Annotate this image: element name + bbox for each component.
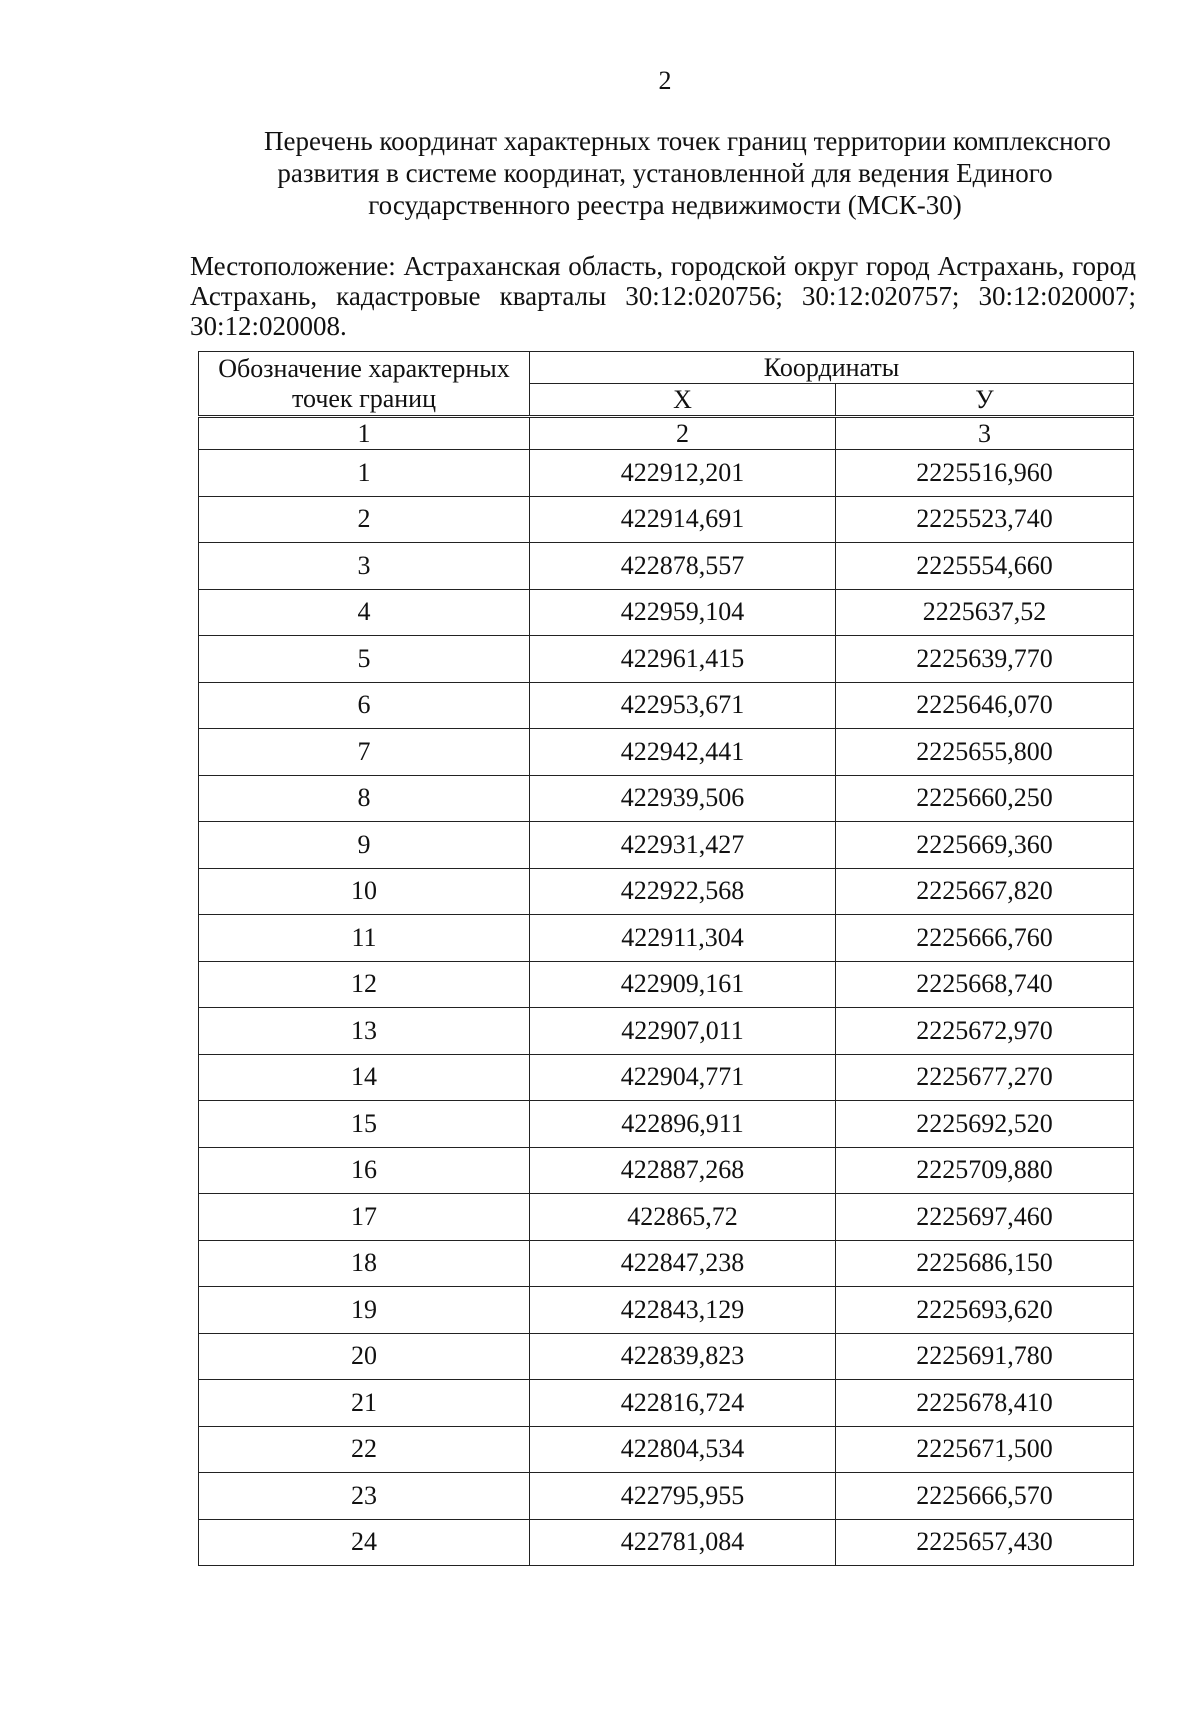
x-coordinate-cell: 422939,506 — [530, 775, 836, 822]
point-number-cell: 8 — [199, 775, 530, 822]
page-number: 2 — [658, 66, 672, 95]
table-row — [199, 1333, 1134, 1380]
point-number-cell: 9 — [199, 822, 530, 869]
table-row — [199, 543, 1134, 590]
table-row — [199, 1194, 1134, 1241]
y-coordinate-cell: 2225691,780 — [836, 1333, 1134, 1380]
y-coordinate-cell: 2225692,520 — [836, 1101, 1134, 1148]
y-coordinate-cell: 2225686,150 — [836, 1240, 1134, 1287]
x-coordinate-cell: 422914,691 — [530, 496, 836, 543]
x-coordinate-cell: 422953,671 — [530, 682, 836, 729]
col-point-header: Обозначение характерных точек границ — [199, 352, 530, 417]
y-coordinate-cell: 2225677,270 — [836, 1054, 1134, 1101]
point-number-cell: 11 — [199, 915, 530, 962]
table-row — [199, 729, 1134, 776]
location-paragraph: Местоположение: Астраханская область, городской округ город Астрахань, город Астрахань, кадастровые кварталы 30:12:020756; 30:12:020757; 30:12:020007; 30:12:020008. — [190, 251, 1136, 341]
table-row — [199, 450, 1134, 497]
y-coordinate-cell: 2225637,52 — [836, 589, 1134, 636]
x-coordinate-cell: 422847,238 — [530, 1240, 836, 1287]
x-coordinate-cell: 422816,724 — [530, 1380, 836, 1427]
col-x-header: X — [530, 384, 836, 417]
y-coordinate-cell: 2225646,070 — [836, 682, 1134, 729]
y-coordinate-cell: 2225657,430 — [836, 1519, 1134, 1566]
table-row — [199, 775, 1134, 822]
x-coordinate-cell: 422909,161 — [530, 961, 836, 1008]
y-coordinate-cell: 2225666,760 — [836, 915, 1134, 962]
table-row — [199, 636, 1134, 683]
point-number-cell: 2 — [199, 496, 530, 543]
table-row — [199, 1519, 1134, 1566]
x-coordinate-cell: 422887,268 — [530, 1147, 836, 1194]
table-row — [199, 1054, 1134, 1101]
coordinates-table — [198, 351, 1134, 1566]
x-coordinate-cell: 422781,084 — [530, 1519, 836, 1566]
point-number-cell: 16 — [199, 1147, 530, 1194]
point-number-cell: 5 — [199, 636, 530, 683]
x-coordinate-cell: 422795,955 — [530, 1473, 836, 1520]
table-row — [199, 1147, 1134, 1194]
table-row — [199, 915, 1134, 962]
table-row — [199, 961, 1134, 1008]
column-index-row — [199, 417, 1134, 450]
y-coordinate-cell: 2225678,410 — [836, 1380, 1134, 1427]
table-row — [199, 822, 1134, 869]
point-number-cell: 12 — [199, 961, 530, 1008]
point-number-cell: 7 — [199, 729, 530, 776]
col-coords-header: Координаты — [530, 352, 1134, 384]
table-row — [199, 1240, 1134, 1287]
y-coordinate-cell: 2225709,880 — [836, 1147, 1134, 1194]
table-row — [199, 1101, 1134, 1148]
y-coordinate-cell: 2225655,800 — [836, 729, 1134, 776]
point-number-cell: 24 — [199, 1519, 530, 1566]
point-number-cell: 21 — [199, 1380, 530, 1427]
table-row — [199, 496, 1134, 543]
table-row — [199, 682, 1134, 729]
column-index: 3 — [836, 417, 1134, 450]
y-coordinate-cell: 2225639,770 — [836, 636, 1134, 683]
table-row — [199, 868, 1134, 915]
point-number-cell: 23 — [199, 1473, 530, 1520]
x-coordinate-cell: 422878,557 — [530, 543, 836, 590]
y-coordinate-cell: 2225666,570 — [836, 1473, 1134, 1520]
point-number-cell: 22 — [199, 1426, 530, 1473]
y-coordinate-cell: 2225667,820 — [836, 868, 1134, 915]
y-coordinate-cell: 2225672,970 — [836, 1008, 1134, 1055]
x-coordinate-cell: 422865,72 — [530, 1194, 836, 1241]
point-number-cell: 3 — [199, 543, 530, 590]
point-number-cell: 1 — [199, 450, 530, 497]
y-coordinate-cell: 2225668,740 — [836, 961, 1134, 1008]
y-coordinate-cell: 2225554,660 — [836, 543, 1134, 590]
x-coordinate-cell: 422942,441 — [530, 729, 836, 776]
x-coordinate-cell: 422911,304 — [530, 915, 836, 962]
x-coordinate-cell: 422896,911 — [530, 1101, 836, 1148]
point-number-cell: 13 — [199, 1008, 530, 1055]
point-number-cell: 10 — [199, 868, 530, 915]
x-coordinate-cell: 422931,427 — [530, 822, 836, 869]
column-index: 1 — [199, 417, 530, 450]
y-coordinate-cell: 2225669,360 — [836, 822, 1134, 869]
x-coordinate-cell: 422843,129 — [530, 1287, 836, 1334]
x-coordinate-cell: 422804,534 — [530, 1426, 836, 1473]
table-row — [199, 1008, 1134, 1055]
x-coordinate-cell: 422922,568 — [530, 868, 836, 915]
y-coordinate-cell: 2225671,500 — [836, 1426, 1134, 1473]
table-row — [199, 1380, 1134, 1427]
point-number-cell: 6 — [199, 682, 530, 729]
table-row — [199, 1426, 1134, 1473]
x-coordinate-cell: 422961,415 — [530, 636, 836, 683]
point-number-cell: 14 — [199, 1054, 530, 1101]
x-coordinate-cell: 422839,823 — [530, 1333, 836, 1380]
point-number-cell: 19 — [199, 1287, 530, 1334]
x-coordinate-cell: 422904,771 — [530, 1054, 836, 1101]
point-number-cell: 4 — [199, 589, 530, 636]
point-number-cell: 15 — [199, 1101, 530, 1148]
table-row — [199, 589, 1134, 636]
column-index: 2 — [530, 417, 836, 450]
y-coordinate-cell: 2225697,460 — [836, 1194, 1134, 1241]
y-coordinate-cell: 2225523,740 — [836, 496, 1134, 543]
table-row — [199, 1473, 1134, 1520]
col-y-header: У — [836, 384, 1134, 417]
point-number-cell: 17 — [199, 1194, 530, 1241]
x-coordinate-cell: 422912,201 — [530, 450, 836, 497]
x-coordinate-cell: 422907,011 — [530, 1008, 836, 1055]
table-header-row — [199, 352, 1134, 384]
point-number-cell: 20 — [199, 1333, 530, 1380]
y-coordinate-cell: 2225516,960 — [836, 450, 1134, 497]
table-row — [199, 1287, 1134, 1334]
point-number-cell: 18 — [199, 1240, 530, 1287]
y-coordinate-cell: 2225693,620 — [836, 1287, 1134, 1334]
x-coordinate-cell: 422959,104 — [530, 589, 836, 636]
y-coordinate-cell: 2225660,250 — [836, 775, 1134, 822]
document-heading: Перечень координат характерных точек границ территории комплексного развития в системе координат, установленной для ведения Единого государственного реестра недвижимости (МСК-30) — [264, 126, 1111, 220]
